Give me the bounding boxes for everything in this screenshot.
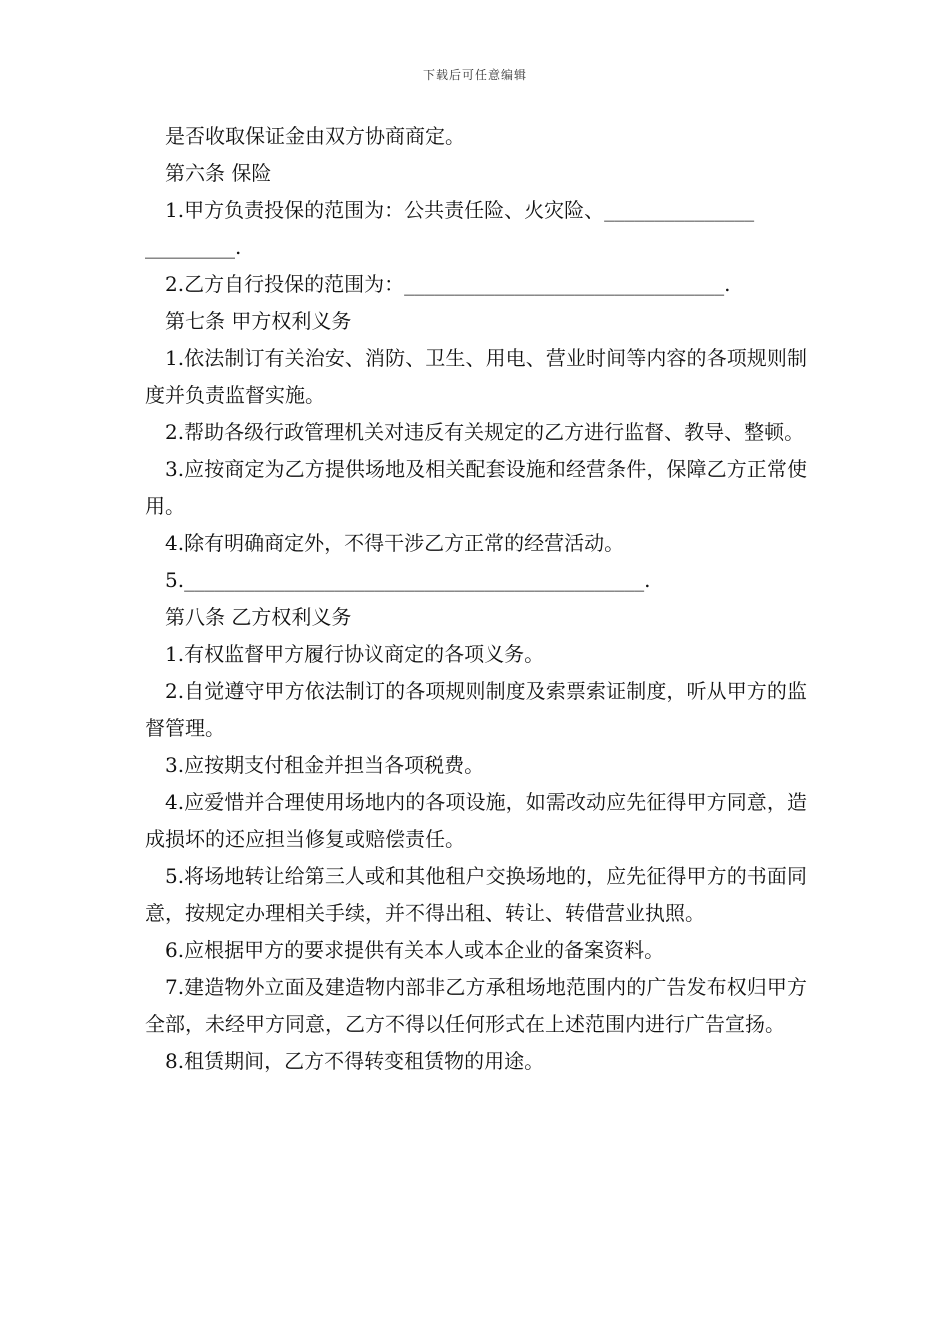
article-7-item-1: 1.依法制订有关治安、消防、卫生、用电、营业时间等内容的各项规则制度并负责监督实施。 (145, 346, 807, 407)
page-header-note: 下载后可任意编辑 (422, 68, 527, 82)
article-8-item-8: 8.租赁期间，乙方不得转变租赁物的用途。 (165, 1049, 545, 1073)
article-8-item-6: 6.应根据甲方的要求提供有关本人或本企业的备案资料。 (165, 938, 665, 962)
article-6-item-2: 2.乙方自行投保的范围为：________________________________. (165, 272, 731, 296)
article-6-item-1-continued: _________. (145, 235, 242, 259)
article-8-item-7: 7.建造物外立面及建造物内部非乙方承租场地范围内的广告发布权归甲方全部，未经甲方同意，乙方不得以任何形式在上述范围内进行广告宣扬。 (145, 975, 807, 1036)
paragraph-deposit: 是否收取保证金由双方协商商定。 (165, 124, 465, 148)
article-7-item-3: 3.应按商定为乙方提供场地及相关配套设施和经营条件，保障乙方正常使用。 (145, 457, 807, 518)
article-8-item-2: 2.自觉遵守甲方依法制订的各项规则制度及索票索证制度，听从甲方的监督管理。 (145, 679, 807, 740)
article-7-item-5: 5.______________________________________________. (165, 568, 651, 592)
article-8-item-1: 1.有权监督甲方履行协议商定的各项义务。 (165, 642, 545, 666)
article-6-heading: 第六条 保险 (165, 161, 272, 185)
article-7-item-4: 4.除有明确商定外，不得干涉乙方正常的经营活动。 (165, 531, 625, 555)
article-8-item-3: 3.应按期支付租金并担当各项税费。 (165, 753, 485, 777)
article-8-item-5: 5.将场地转让给第三人或和其他租户交换场地的，应先征得甲方的书面同意，按规定办理相关手续，并不得出租、转让、转借营业执照。 (145, 864, 807, 925)
article-6-item-1: 1.甲方负责投保的范围为：公共责任险、火灾险、_______________ (165, 198, 755, 222)
article-8-item-4: 4.应爱惜并合理使用场地内的各项设施，如需改动应先征得甲方同意，造成损坏的还应担当修复或赔偿责任。 (145, 790, 807, 851)
article-7-item-2: 2.帮助各级行政管理机关对违反有关规定的乙方进行监督、教导、整顿。 (165, 420, 805, 444)
document-body (145, 118, 807, 1080)
article-7-heading: 第七条 甲方权利义务 (165, 309, 352, 333)
article-8-heading: 第八条 乙方权利义务 (165, 605, 352, 629)
